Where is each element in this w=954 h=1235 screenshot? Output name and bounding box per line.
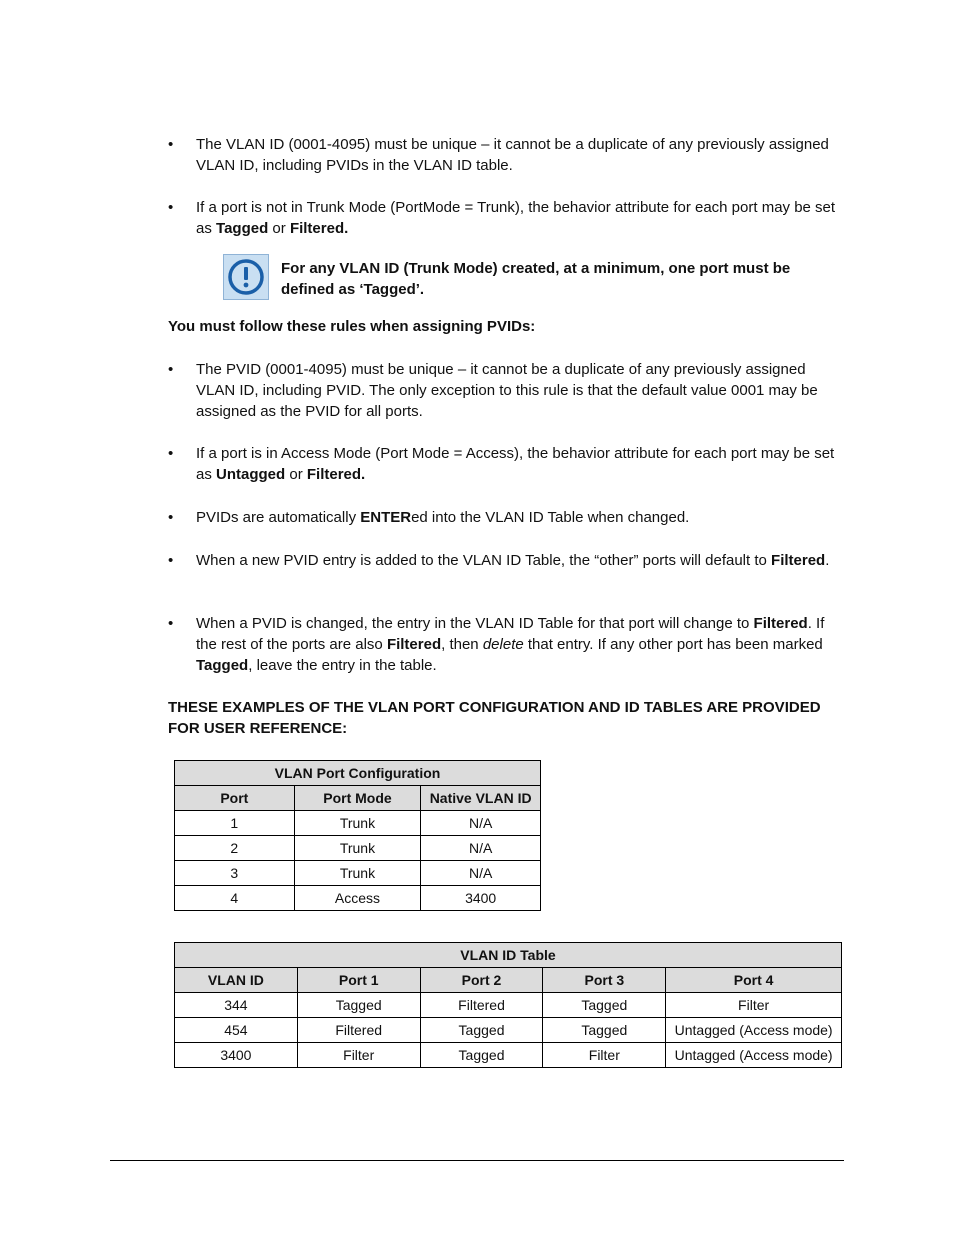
column-header: Port 4 — [666, 968, 842, 993]
table-cell: Filter — [666, 993, 842, 1018]
table-cell: N/A — [421, 836, 541, 861]
column-header: Port 1 — [297, 968, 420, 993]
bullet-text: The PVID (0001-4095) must be unique – it cannot be a duplicate of any previously assigned VLAN ID, including PVID. The only exception to this rule is that the default value 0001 may be assigned as the PVID for all ports. — [196, 361, 818, 420]
table-cell: Untagged (Access mode) — [666, 1018, 842, 1043]
table-cell: 454 — [175, 1018, 298, 1043]
table-cell: Tagged — [420, 1018, 543, 1043]
table-cell: 3400 — [175, 1043, 298, 1068]
table-cell: Trunk — [294, 836, 421, 861]
table-cell: Untagged (Access mode) — [666, 1043, 842, 1068]
table-row — [175, 836, 541, 861]
table-row — [175, 1018, 842, 1043]
table-cell: N/A — [421, 861, 541, 886]
table-cell: Filter — [297, 1043, 420, 1068]
table-cell: Filter — [543, 1043, 666, 1068]
table-cell: Filtered — [420, 993, 543, 1018]
table-cell: Tagged — [420, 1043, 543, 1068]
footer-rule — [110, 1160, 844, 1161]
bullet-dot: • — [168, 615, 174, 632]
table-cell: 344 — [175, 993, 298, 1018]
column-header: Port 2 — [420, 968, 543, 993]
bullet-text: If a port is in Access Mode (Port Mode = Access), the behavior attribute for each port may be set as Untagged or Filtered. — [196, 445, 835, 483]
table-row — [175, 1043, 842, 1068]
table-cell: 4 — [175, 886, 295, 911]
vlan-port-config-table — [174, 760, 541, 911]
table-title: VLAN ID Table — [175, 943, 842, 968]
bullet-dot: • — [168, 136, 174, 153]
column-header: Port 3 — [543, 968, 666, 993]
table-cell: Tagged — [543, 1018, 666, 1043]
bullet-text: When a new PVID entry is added to the VLAN ID Table, the “other” ports will default to Filtered. — [196, 552, 830, 569]
table-row — [175, 886, 541, 911]
bullet-dot: • — [168, 445, 174, 462]
note-text: For any VLAN ID (Trunk Mode) created, at a minimum, one port must be defined as ‘Tagged’. — [281, 260, 791, 298]
bullet-dot: • — [168, 509, 174, 526]
table-cell: Trunk — [294, 861, 421, 886]
examples-heading: THESE EXAMPLES OF THE VLAN PORT CONFIGURATION AND ID TABLES ARE PROVIDED FOR USER REFERENCE: — [168, 699, 821, 737]
table-cell: Filtered — [297, 1018, 420, 1043]
table-title: VLAN Port Configuration — [175, 761, 541, 786]
table-cell: Trunk — [294, 811, 421, 836]
column-header: Port Mode — [294, 786, 421, 811]
table-cell: Tagged — [543, 993, 666, 1018]
table-cell: Tagged — [297, 993, 420, 1018]
column-header: VLAN ID — [175, 968, 298, 993]
table-cell: 3400 — [421, 886, 541, 911]
bullet-text: When a PVID is changed, the entry in the VLAN ID Table for that port will change to Filtered. If the rest of the ports are also Filtered, then delete that entry. If any other port has been marked Tagged, leave the entry in the table. — [196, 615, 825, 674]
info-icon — [223, 254, 269, 300]
vlan-id-table — [174, 942, 842, 1068]
table-cell: 3 — [175, 861, 295, 886]
table-cell: N/A — [421, 811, 541, 836]
table-row — [175, 811, 541, 836]
bullet-text: If a port is not in Trunk Mode (PortMode = Trunk), the behavior attribute for each port may be set as Tagged or Filtered. — [196, 199, 836, 237]
column-header: Port — [175, 786, 295, 811]
note-callout — [223, 254, 823, 302]
pvid-rules-heading: You must follow these rules when assigning PVIDs: — [168, 318, 536, 335]
table-row — [175, 993, 842, 1018]
bullet-text: PVIDs are automatically ENTERed into the VLAN ID Table when changed. — [196, 509, 690, 526]
bullet-dot: • — [168, 199, 174, 216]
bullet-dot: • — [168, 552, 174, 569]
bullet-dot: • — [168, 361, 174, 378]
table-row — [175, 861, 541, 886]
column-header: Native VLAN ID — [421, 786, 541, 811]
table-cell: 2 — [175, 836, 295, 861]
bullet-text: The VLAN ID (0001-4095) must be unique – it cannot be a duplicate of any previously assigned VLAN ID, including PVIDs in the VLAN ID table. — [196, 136, 829, 174]
table-cell: Access — [294, 886, 421, 911]
table-cell: 1 — [175, 811, 295, 836]
